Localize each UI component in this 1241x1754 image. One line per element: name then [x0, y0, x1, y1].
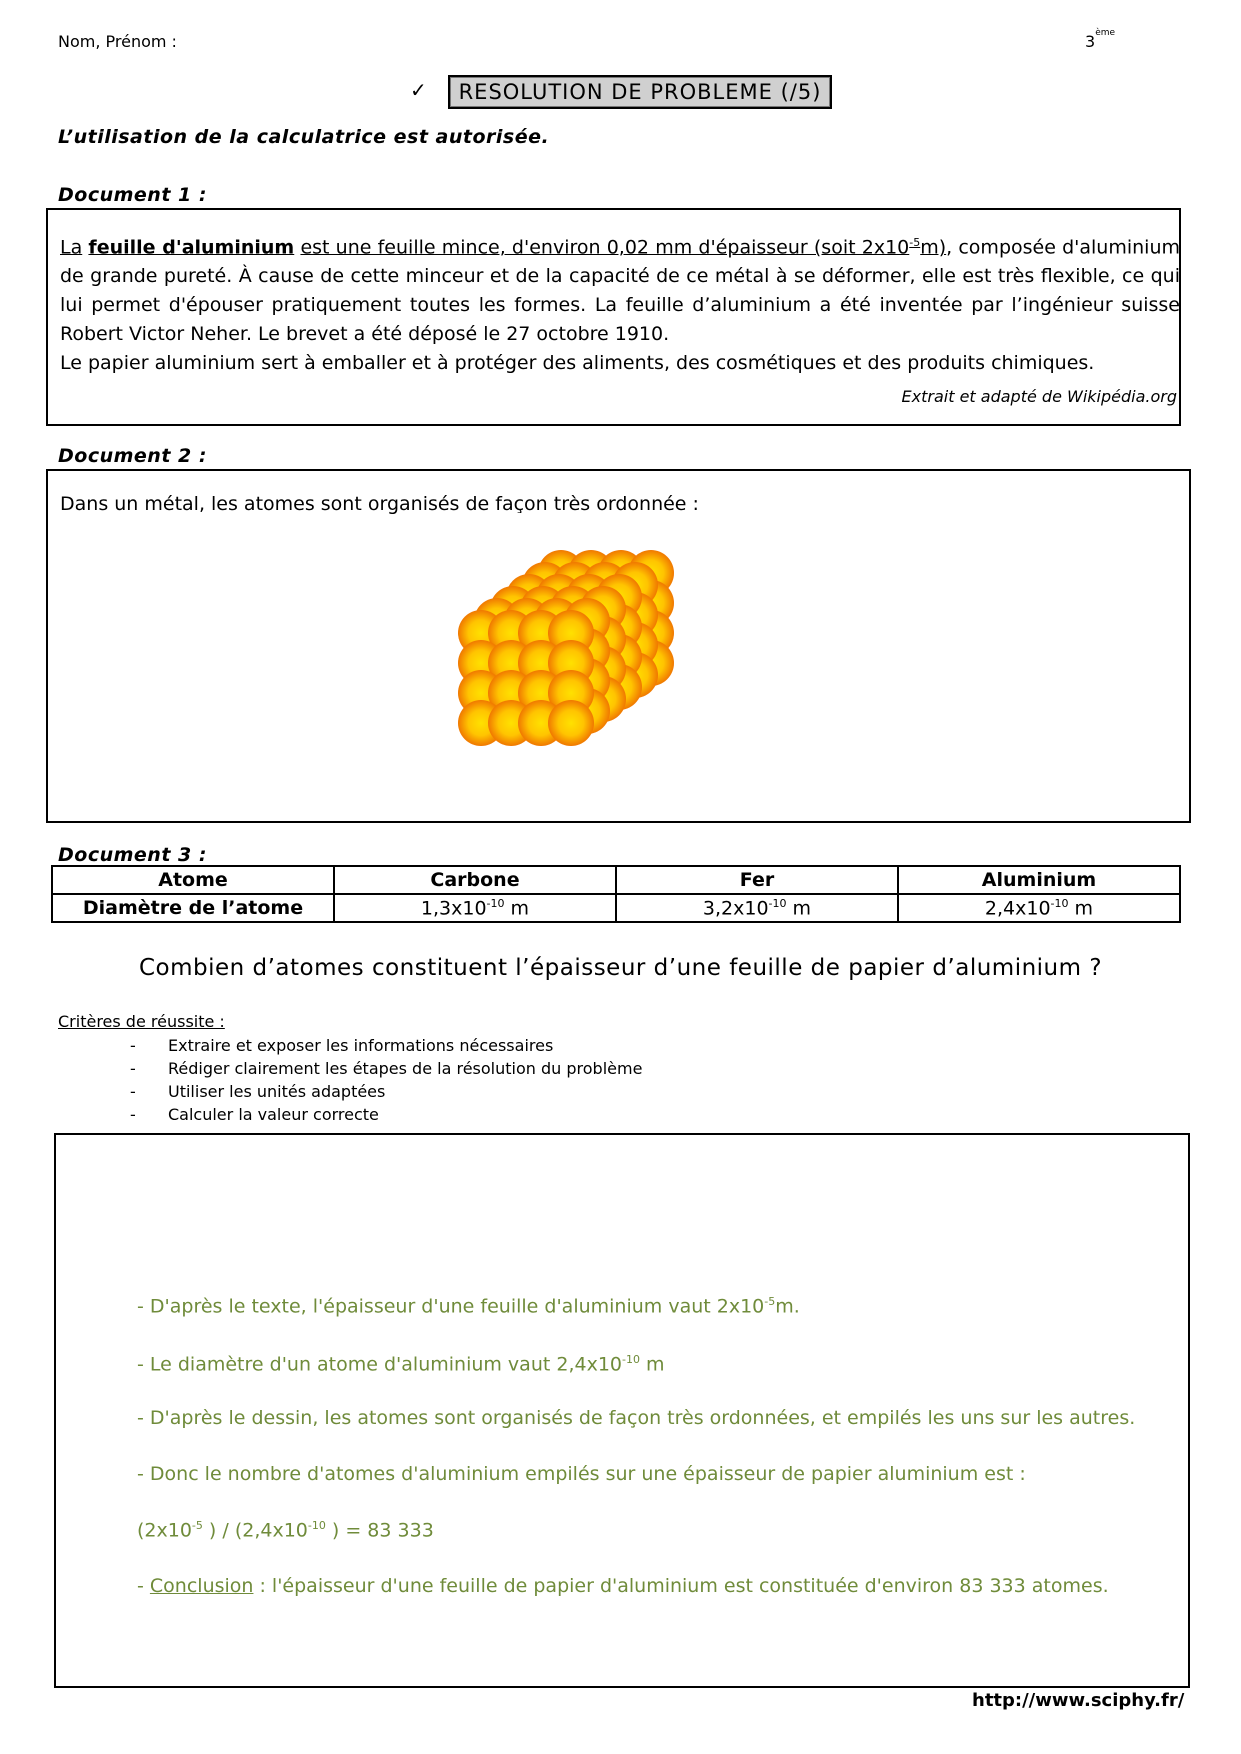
list-item: - Rédiger clairement les étapes de la résolution du problème	[130, 1059, 643, 1078]
doc2-text: Dans un métal, les atomes sont organisés de façon très ordonnée :	[60, 493, 699, 515]
list-item: - Calculer la valeur correcte	[130, 1105, 379, 1124]
table-row	[52, 894, 1180, 922]
criteria-list	[130, 1034, 642, 1126]
table-header-cell: Atome	[52, 866, 334, 894]
answer-line-2: - Le diamètre d'un atome d'aluminium vaut $2,4x10^{-10}$ m	[137, 1353, 665, 1376]
table-header-cell: Carbone	[334, 866, 616, 894]
answer-box	[54, 1133, 1190, 1688]
answer-calculation: ($2x10^{-5}$ ) / ($2,4x10^{-10}$ ) = 83 333	[137, 1519, 434, 1542]
answer-conclusion: - Conclusion : l'épaisseur d'une feuille de papier d'aluminium est constituée d'environ 83 333 atomes.	[137, 1575, 1109, 1597]
doc2-label: Document 2 :	[58, 445, 207, 467]
table-header-cell: Fer	[616, 866, 898, 894]
table-cell-aluminium: $2,4x10^{-10}$ m	[898, 894, 1180, 922]
doc1-source: Extrait et adapté de Wikipédia.org	[901, 387, 1177, 406]
table-cell-carbone: $1,3x10^{-10}$ m	[334, 894, 616, 922]
atom-diameter-table	[51, 865, 1181, 923]
criteria-title: Critères de réussite :	[58, 1012, 225, 1031]
doc2-box	[46, 469, 1191, 823]
atom-sphere	[548, 700, 594, 746]
main-question: Combien d’atomes constituent l’épaisseur d’une feuille de papier d’aluminium ?	[138, 955, 1103, 981]
answer-line-1: - D'après le texte, l'épaisseur d'une feuille d'aluminium vaut $2x10^{-5}m$.	[137, 1295, 800, 1318]
doc3-label: Document 3 :	[58, 844, 207, 866]
footer-url: http://www.sciphy.fr/	[972, 1690, 1185, 1711]
doc1-label: Document 1 :	[58, 184, 207, 206]
answer-line-3: - D'après le dessin, les atomes sont organisés de façon très ordonnées, et empilés les uns sur les autres.	[137, 1407, 1136, 1429]
answer-line-4: - Donc le nombre d'atomes d'aluminium empilés sur une épaisseur de papier aluminium est :	[137, 1463, 1026, 1485]
name-label: Nom, Prénom :	[58, 32, 177, 51]
table-cell-fer: $3,2x10^{-10}$ m	[616, 894, 898, 922]
table-header-row	[52, 866, 1180, 894]
page-title: RESOLUTION DE PROBLEME (/5)	[448, 75, 832, 109]
table-row-label: Diamètre de l’atome	[52, 894, 334, 922]
check-icon: ✓	[410, 78, 427, 102]
doc1-text: La feuille d'aluminium est une feuille mince, d'environ 0,02 mm d'épaisseur (soit $2x10^{-5}m$), composée d'aluminium de grande pureté. À cause de cette minceur et de la capacité de ce métal à se déformer, elle est très flexible, ce qui lui permet d'épouser pratiquement toutes les formes. La feuille d’aluminium a été inventée par l’ingénieur suisse Robert Victor Neher. Le brevet a été déposé le 27 octobre 1910. Le papier aluminium sert à emballer et à protéger des aliments, des cosmétiques et des produits chimiques.	[60, 236, 1180, 375]
doc1-box	[46, 208, 1181, 426]
list-item: - Extraire et exposer les informations nécessaires	[130, 1036, 554, 1055]
grade-label: 3ème	[1085, 28, 1116, 51]
list-item: - Utiliser les unités adaptées	[130, 1082, 386, 1101]
table-header-cell: Aluminium	[898, 866, 1180, 894]
atom-lattice-image	[448, 513, 798, 803]
calculator-note: L’utilisation de la calculatrice est autorisée.	[58, 126, 550, 148]
